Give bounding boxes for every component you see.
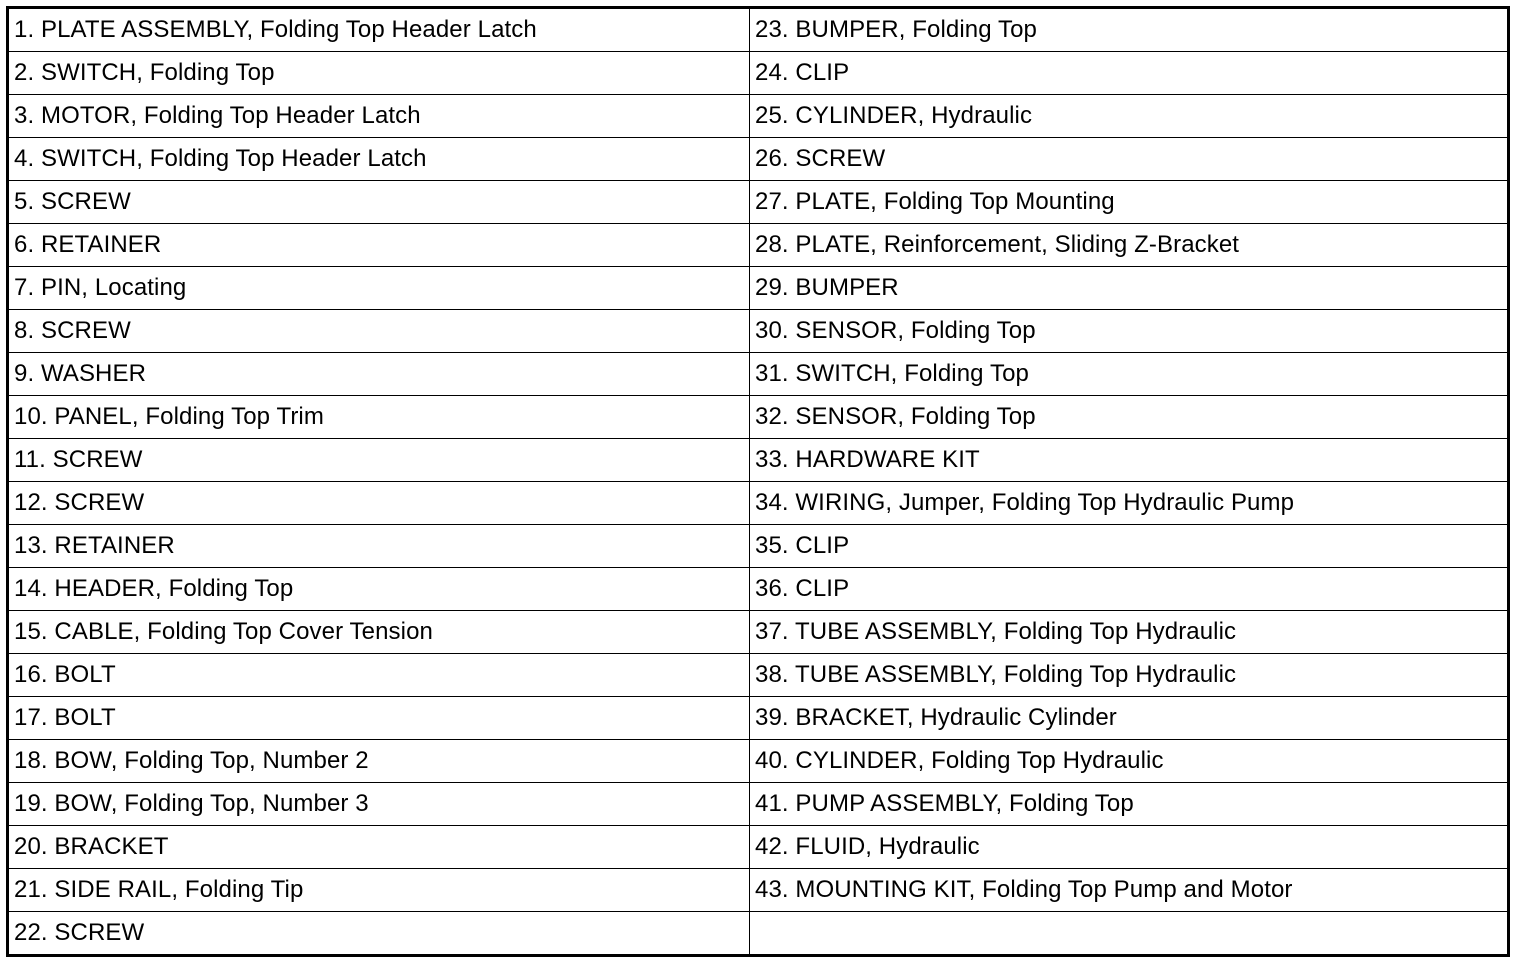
- parts-legend-body: [8, 8, 1509, 956]
- part-item-right: 30. SENSOR, Folding Top: [750, 310, 1509, 353]
- part-item-left: 6. RETAINER: [8, 224, 750, 267]
- part-item-left: 11. SCREW: [8, 439, 750, 482]
- table-row: [8, 95, 1509, 138]
- part-item-left: 18. BOW, Folding Top, Number 2: [8, 740, 750, 783]
- table-row: [8, 525, 1509, 568]
- table-row: [8, 869, 1509, 912]
- table-row: [8, 740, 1509, 783]
- part-item-right: 33. HARDWARE KIT: [750, 439, 1509, 482]
- part-item-right: 32. SENSOR, Folding Top: [750, 396, 1509, 439]
- table-row: [8, 912, 1509, 956]
- table-row: [8, 8, 1509, 52]
- part-item-left: 14. HEADER, Folding Top: [8, 568, 750, 611]
- part-item-right: 31. SWITCH, Folding Top: [750, 353, 1509, 396]
- part-item-left: 17. BOLT: [8, 697, 750, 740]
- table-row: [8, 224, 1509, 267]
- part-item-left: 3. MOTOR, Folding Top Header Latch: [8, 95, 750, 138]
- table-row: [8, 439, 1509, 482]
- part-item-left: 10. PANEL, Folding Top Trim: [8, 396, 750, 439]
- part-item-right: 42. FLUID, Hydraulic: [750, 826, 1509, 869]
- part-item-left: 4. SWITCH, Folding Top Header Latch: [8, 138, 750, 181]
- table-row: [8, 697, 1509, 740]
- table-row: [8, 654, 1509, 697]
- table-row: [8, 310, 1509, 353]
- part-item-right: 25. CYLINDER, Hydraulic: [750, 95, 1509, 138]
- part-item-left: 21. SIDE RAIL, Folding Tip: [8, 869, 750, 912]
- part-item-right: 29. BUMPER: [750, 267, 1509, 310]
- table-row: [8, 267, 1509, 310]
- part-item-right: 28. PLATE, Reinforcement, Sliding Z-Bracket: [750, 224, 1509, 267]
- part-item-right: 34. WIRING, Jumper, Folding Top Hydraulic Pump: [750, 482, 1509, 525]
- part-item-right: 38. TUBE ASSEMBLY, Folding Top Hydraulic: [750, 654, 1509, 697]
- table-row: [8, 783, 1509, 826]
- table-row: [8, 52, 1509, 95]
- part-item-left: 19. BOW, Folding Top, Number 3: [8, 783, 750, 826]
- part-item-left: 13. RETAINER: [8, 525, 750, 568]
- part-item-right: 43. MOUNTING KIT, Folding Top Pump and Motor: [750, 869, 1509, 912]
- part-item-left: 9. WASHER: [8, 353, 750, 396]
- part-item-left: 22. SCREW: [8, 912, 750, 956]
- parts-legend-table: [6, 6, 1510, 957]
- table-row: [8, 826, 1509, 869]
- part-item-right: 39. BRACKET, Hydraulic Cylinder: [750, 697, 1509, 740]
- table-row: [8, 482, 1509, 525]
- part-item-right: 40. CYLINDER, Folding Top Hydraulic: [750, 740, 1509, 783]
- part-item-right: 37. TUBE ASSEMBLY, Folding Top Hydraulic: [750, 611, 1509, 654]
- part-item-right: 27. PLATE, Folding Top Mounting: [750, 181, 1509, 224]
- part-item-right: 24. CLIP: [750, 52, 1509, 95]
- table-row: [8, 568, 1509, 611]
- part-item-left: 8. SCREW: [8, 310, 750, 353]
- part-item-right: 35. CLIP: [750, 525, 1509, 568]
- part-item-left: 7. PIN, Locating: [8, 267, 750, 310]
- part-item-right: [750, 912, 1509, 956]
- part-item-right: 23. BUMPER, Folding Top: [750, 8, 1509, 52]
- table-row: [8, 611, 1509, 654]
- part-item-right: 26. SCREW: [750, 138, 1509, 181]
- part-item-left: 16. BOLT: [8, 654, 750, 697]
- table-row: [8, 396, 1509, 439]
- part-item-left: 15. CABLE, Folding Top Cover Tension: [8, 611, 750, 654]
- part-item-right: 41. PUMP ASSEMBLY, Folding Top: [750, 783, 1509, 826]
- part-item-left: 20. BRACKET: [8, 826, 750, 869]
- part-item-left: 5. SCREW: [8, 181, 750, 224]
- table-row: [8, 353, 1509, 396]
- table-row: [8, 138, 1509, 181]
- table-row: [8, 181, 1509, 224]
- part-item-left: 1. PLATE ASSEMBLY, Folding Top Header Latch: [8, 8, 750, 52]
- part-item-left: 12. SCREW: [8, 482, 750, 525]
- part-item-left: 2. SWITCH, Folding Top: [8, 52, 750, 95]
- part-item-right: 36. CLIP: [750, 568, 1509, 611]
